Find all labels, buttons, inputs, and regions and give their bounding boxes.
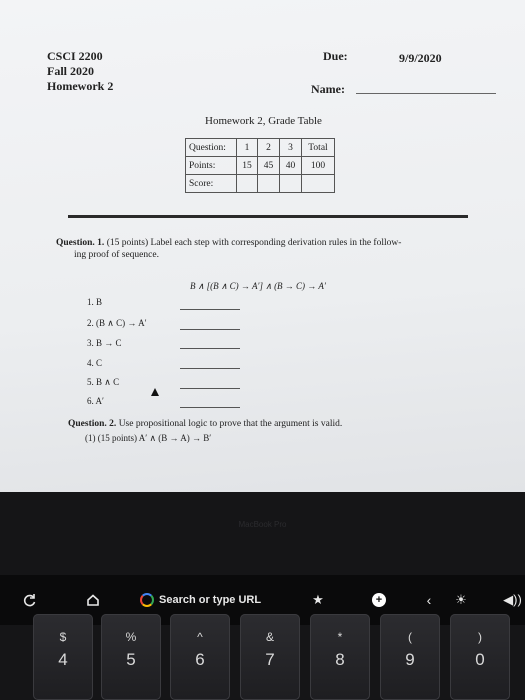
grade-table [185,138,335,193]
chevron-left-icon[interactable]: ‹ [426,592,432,608]
key-symbol: % [125,630,137,644]
laptop-brand-label: MacBook Pro [238,520,287,529]
table-cell: 2 [258,139,280,157]
rule-blank-2 [180,329,240,330]
key-4[interactable] [33,614,93,700]
table-row [186,157,335,175]
key-digit: 4 [58,650,68,669]
question-1-title: Question. 1. [56,238,105,248]
table-cell: 100 [302,157,335,175]
table-cell: 1 [237,139,258,157]
table-cell [302,175,335,193]
table-row [186,139,335,157]
url-placeholder: Search or type URL [159,594,262,606]
new-tab-plus-icon[interactable]: + [372,593,386,607]
key-symbol: & [265,630,274,644]
table-cell [237,175,258,193]
brightness-icon[interactable]: ☀ [455,592,467,607]
table-cell: 15 [237,157,258,175]
table-cell: 45 [258,157,280,175]
key-digit: 0 [475,650,485,669]
key-symbol: * [337,630,343,644]
question-2 [68,418,498,430]
key-symbol: ^ [197,630,203,644]
question-2-text: Use propositional logic to prove that the argument is valid. [118,419,343,429]
volume-icon[interactable]: ◀)) [503,592,522,607]
bookmark-star-icon[interactable]: ★ [312,592,324,607]
key-0[interactable] [450,614,510,700]
course-code: CSCI 2200 [47,49,103,63]
key-digit: 6 [195,650,205,669]
key-6[interactable] [170,614,230,700]
table-cell [258,175,280,193]
name-blank [356,93,496,94]
table-cell: Total [302,139,335,157]
score-label: Score: [186,175,237,193]
rule-blank-6 [180,407,240,408]
mouse-cursor-icon [151,388,159,396]
rule-blank-3 [180,348,240,349]
term: Fall 2020 [47,64,94,78]
sequence-premise: B ∧ [(B ∧ C) → A′] ∧ (B → C) → A′ [190,281,326,291]
key-symbol: ) [478,630,482,644]
proof-step-1: 1. B [87,297,103,307]
question-1-text: (15 points) Label each step with corresponding derivation rules in the follow- [106,238,402,248]
rule-blank-4 [180,368,240,369]
key-5[interactable] [101,614,161,700]
rule-blank-1 [180,309,240,310]
proof-step-3: 3. B → C [87,338,122,348]
table-cell: 3 [280,139,302,157]
table-cell [280,175,302,193]
question-2-title: Question. 2. [68,419,117,429]
question-label: Question: [186,139,237,157]
question-1-text-cont: ing proof of sequence. [74,250,159,260]
key-9[interactable] [380,614,440,700]
due-label: Due: [323,49,348,63]
google-icon [140,593,154,607]
key-symbol: ( [408,630,412,644]
rule-blank-5 [180,388,240,389]
key-8[interactable] [310,614,370,700]
table-row [186,175,335,193]
proof-step-4: 4. C [87,358,103,368]
table-cell: 40 [280,157,302,175]
key-digit: 9 [405,650,415,669]
assignment-title: Homework 2 [47,79,114,93]
proof-step-6: 6. A′ [87,396,104,406]
key-digit: 8 [335,650,345,669]
proof-step-2: 2. (B ∧ C) → A′ [87,318,147,328]
points-label: Points: [186,157,237,175]
name-label: Name: [311,82,345,96]
key-symbol: $ [59,630,67,644]
key-7[interactable] [240,614,300,700]
proof-step-5: 5. B ∧ C [87,377,120,387]
section-divider [68,215,468,218]
question-1 [56,237,496,261]
question-2-part-1: (1) (15 points) A′ ∧ (B → A) → B′ [85,433,212,443]
key-digit: 7 [265,650,275,669]
key-digit: 5 [126,650,136,669]
grade-table-title: Homework 2, Grade Table [205,115,322,127]
due-date: 9/9/2020 [399,51,442,65]
